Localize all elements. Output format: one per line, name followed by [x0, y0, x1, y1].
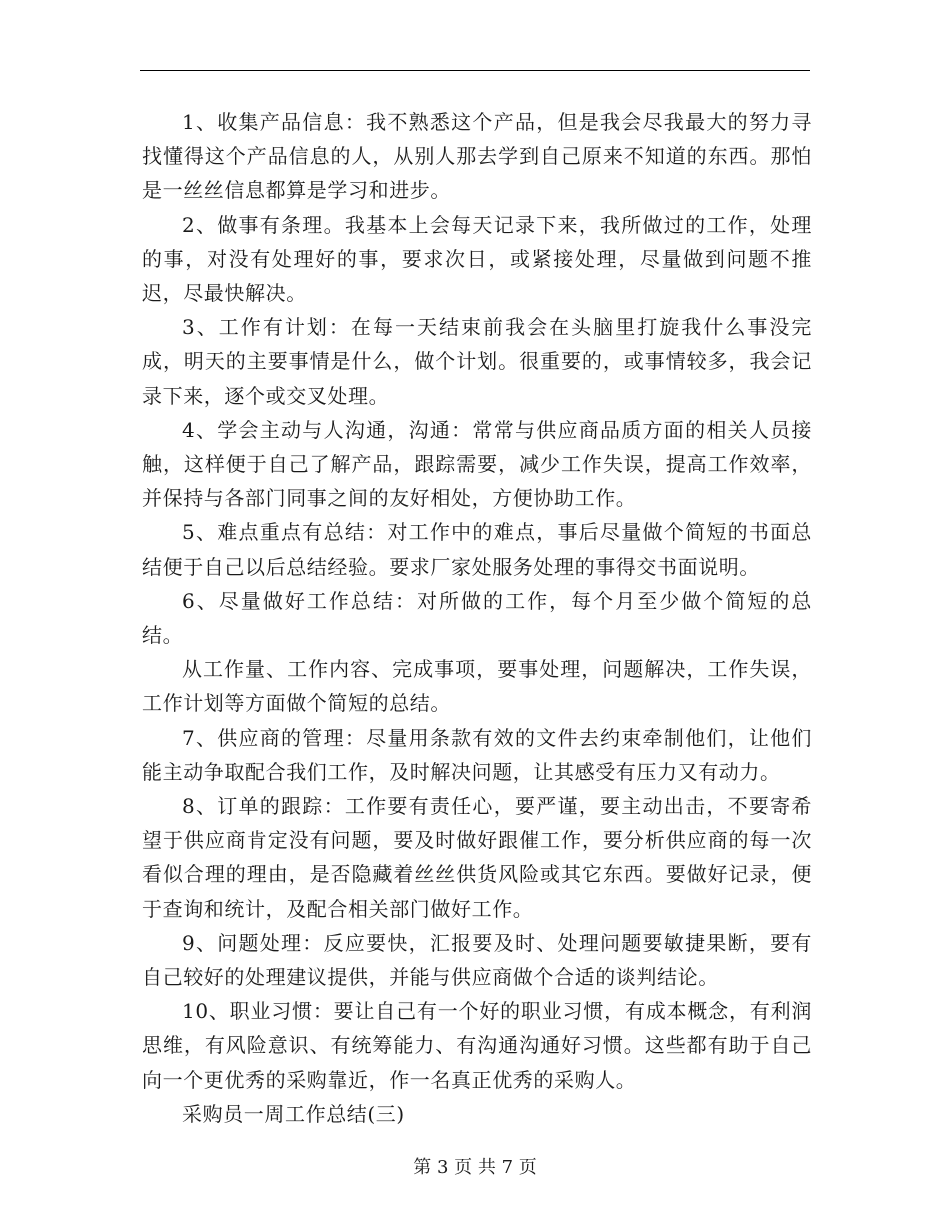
paragraph-2: 2、做事有条理。我基本上会每天记录下来，我所做过的工作，处理的事，对没有处理好的事，要求次日，或紧接处理，尽量做到问题不推迟，尽最快解决。: [142, 212, 812, 306]
paragraph-8: 7、供应商的管理：尽量用条款有效的文件去约束牵制他们，让他们能主动争取配合我们工作，及时解决问题，让其感受有压力又有动力。: [142, 725, 812, 784]
paragraph-9: 8、订单的跟踪：工作要有责任心，要严谨，要主动出击，不要寄希望于供应商肯定没有问题，要及时做好跟催工作，要分析供应商的每一次看似合理的理由，是否隐藏着丝丝供货风险或其它东西。要做好记录，便于查询和统计，及配合相关部门做好工作。: [142, 794, 812, 921]
paragraph-6: 6、尽量做好工作总结：对所做的工作，每个月至少做个简短的总结。: [142, 588, 812, 648]
paragraph-10: 9、问题处理：反应要快，汇报要及时、处理问题要敏捷果断，要有自己较好的处理建议提供，并能与供应商做个合适的谈判结论。: [142, 930, 812, 990]
paragraph-4: 4、学会主动与人沟通，沟通：常常与供应商品质方面的相关人员接触，这样便于自己了解产品，跟踪需要，减少工作失误，提高工作效率，并保持与各部门同事之间的友好相处，方便协助工作。: [142, 417, 812, 511]
document-body: [142, 105, 812, 1131]
paragraph-5: 5、难点重点有总结：对工作中的难点，事后尽量做个简短的书面总结便于自己以后总结经验。要求厂家处服务处理的事得交书面说明。: [142, 520, 812, 579]
page-number: 第 3 页 共 7 页: [413, 1157, 537, 1178]
paragraph-3: 3、工作有计划：在每一天结束前我会在头脑里打旋我什么事没完成，明天的主要事情是什么，做个计划。很重要的，或事情较多，我会记录下来，逐个或交叉处理。: [142, 315, 812, 408]
section-heading: 采购员一周工作总结(三): [182, 1101, 405, 1126]
paragraph-1: 1、收集产品信息：我不熟悉这个产品，但是我会尽我最大的努力寻找懂得这个产品信息的人，从别人那去学到自己原来不知道的东西。那怕是一丝丝信息都算是学习和进步。: [142, 110, 812, 203]
header-rule: [140, 70, 810, 71]
paragraph-11: 10、职业习惯：要让自己有一个好的职业习惯，有成本概念，有利润思维，有风险意识、有统筹能力、有沟通沟通好习惯。这些都有助于自己向一个更优秀的采购靠近，作一名真正优秀的采购人。: [142, 999, 812, 1092]
paragraph-7: 从工作量、工作内容、完成事项，要事处理，问题解决，工作失误，工作计划等方面做个简短的总结。: [142, 657, 812, 716]
